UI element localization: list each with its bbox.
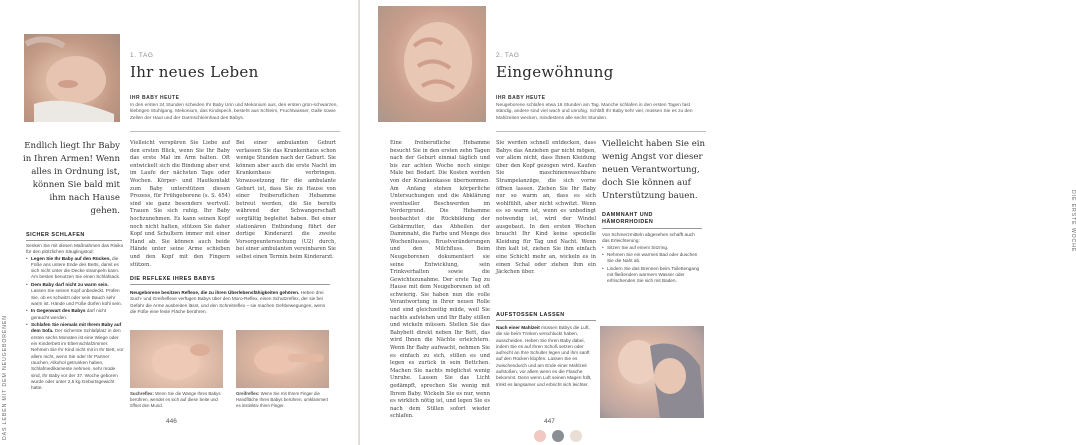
divider (130, 284, 330, 285)
baby-today-text: In den ersten 24 Stunden scheiden Ihr Baby Urin und Mekonium aus, den ersten grün-schwarzen, klebrigen Stuhlgang. Mekonium, das Kindspech, besteht aus Schleim, Fruchtwasser, Galle sowie Zellen der Haut und der Darmschleimhaut des Babys. (130, 103, 338, 121)
safe-sleep-heading: SICHER SCHLAFEN (26, 232, 85, 238)
baby-today-heading: IHR BABY HEUTE (496, 95, 546, 101)
list-item: • Lindern Sie das Brennen beim Toilettengang mit fließendem warmem Wasser oder erfrischenden Sie sich mit Baden. (602, 266, 702, 285)
body-column-1: Vielleicht verspüren Sie Liebe auf den ersten Blick, wenn Sie Ihr Baby das erste Mal im Arm halten. Oft entwickelt sich die Bindung aber erst im Laufe der nächsten Tage oder Wochen. Körper- und Hautkontakt zum Baby unterstützen diesen Prozess, für Frühgeborene (s. S. 454) sind sie ganz besonders wertvoll. Trauen Sie sich ruhig. Ihr Baby hochzunehmen. Es kann seinen Kopf noch nicht halten, stützen Sie daher Kopf und Schultern immer mit einer Hand ab. Sie können auch beide Hände unter seine Arme schieben und den Kopf mit den Fingern stützen. (130, 140, 230, 268)
divider (496, 131, 706, 132)
decor-dot-cream (570, 430, 582, 442)
divider (130, 131, 340, 132)
page-number-right: 447 (544, 418, 555, 425)
burping-illustration (600, 326, 704, 418)
left-side-label: DAS LEBEN MIT DEM NEUGEBORENEN (2, 315, 8, 440)
burping-box: Nach einer Mahlzeit müssen Babys die Luft, die sie beim Trinken verschluckt haben, ausscheiden. Heben Sie Ihren Baby dabei, indem Sie es auf Ihren Schoß setzen oder aufrecht an Ihre Schulter legen und ihm sanft auf den Rücken klopfen. Lassen Sie es zwischendurch und am Ende einer Mahlzeit aufstoßen, vor allem wenn es die Flasche bekommt. Denn wenn Luft seinen Magen füllt, trinkt es langsamer und erbricht sich leichter. (496, 325, 592, 387)
list-item: • Sitzen Sie auf einem Sitzring. (602, 245, 702, 251)
intro-quote: Vielleicht haben Sie ein wenig Angst vor dieser neuen Verantwortung, doch Sie können auf Unterstützung bauen. (602, 139, 706, 201)
right-side-label: DIE ERSTE WOCHE (1070, 190, 1076, 253)
caption-rooting: Suchreflex: Wenn Sie die Wange Ihres Babys berühren, wendet es sich auf diese Seite und öffnet den Mund. (130, 391, 221, 408)
day-label: 2. TAG (496, 52, 520, 59)
list-item: • In Gegenwart des Babys darf nicht geraucht werden. (26, 308, 124, 321)
intro-quote: Endlich liegt Ihr Baby in Ihren Armen! Wenn alles in Ordnung ist, können Sie bald mit ihm nach Hause gehen. (23, 141, 120, 216)
burping-heading: AUFSTOSSEN LASSEN (496, 312, 565, 318)
day-label: 1. TAG (130, 52, 154, 59)
grasp-reflex-illustration (236, 330, 329, 388)
decor-dot-pink (534, 430, 546, 442)
safe-sleep-intro: Senken Sie mit diesen Maßnahmen das Risiko für den plötzlichen Säuglingstod: (26, 243, 124, 255)
safe-sleep-box (26, 243, 124, 418)
baby-today-text: Neugeborene schlafen etwa 16 Stunden am Tag. Manche schlafen in den ersten Tagen fast ständig, andere sind viel wach und unruhig. Schläft Ihr Baby sehr viel, müssen Sie es zu den Mahlzeiten wecken, mindestens alle sechs Stunden. (496, 103, 693, 121)
left-page (0, 0, 360, 445)
body-column-2: Sie werden schnell entdecken, dass Babys das Anziehen gar nicht mögen, vor allem nicht, dass Ihnen Kleidung über den Kopf gezogen wird. Kaufen Sie maschinenwaschbare Strampelanzüge, die sich vorne öffnen lassen. Ziehen Sie Ihr Baby nur so warm an, dass es sich wohlfühlt, aber nicht schwitzt. Wenn es so warm ist, wenn es unbedingt notwendig ist, wird der Windel ausgebaut. In den ersten Wochen braucht Ihr Kind keine spezielle Kleidung für Tag und Nacht. Wenn ihm kalt ist, ziehen Sie ihm einfach eine Schicht mehr an, wickeln es in einen Schal oder ziehen ihm ein Jäckchen über. (496, 140, 596, 276)
burping-photo (600, 326, 704, 418)
page-number-left: 446 (166, 418, 177, 425)
list-item: • Dem Baby darf nicht zu warm sein. Lassen Sie seinen Kopf unbedeckt. Prüfen Sie, ob es schwitzt oder sein Bauch sehr warm ist. Hände und Füße dürfen kühl sein. (26, 282, 124, 307)
newborn-illustration (24, 34, 120, 122)
divider (602, 228, 702, 229)
body-column-1: Eine freiberufliche Hebamme besucht Sie in den ersten zehn Tagen nach der Geburt einmal täglich und bis zur achten Woche noch einige Male bei Bedarf. Die Kosten werden von der Krankenkasse übernommen. Am Anfang stehen körperliche Untersuchungen und die Abklärung eventueller Beschwerden im Vordergrund. Die Hebamme beobachtet die Rückbildung der Gebärmutter, das Abheilen der Dammnaht, die Farbe und Menge des Wochenflusses, Brustveränderungen und den Milchfluss. Beim Neugeborenen dokumentiert sie seine Entwicklung, sein Trinkverhalten sowie die Gewichtszunahme. Der erste Tag zu Hause mit dem Neugeborenen ist oft schwierig. Sie haben nun die volle Verantwortung in Ihrer neuen Rolle und sind gleichzeitig müde, weil Sie nachts aufstehen und Ihr Baby stillen und wickeln müssen. Stellen Sie das Babybett direkt neben Ihr Bett, das wird Ihnen die Nächte erleichtern. Wenn Ihr Baby aufwacht, nehmen Sie es einfach zu sich, stillen es und legen es zurück in sein Bettchen. Machen Sie nachts möglichst wenig Unruhe. Lassen Sie das Licht gedämpft, sprechen Sie wenig mit Ihrem Baby. Wickeln Sie es nur, wenn es wirklich nötig ist, und legen Sie es nach dem Stillen sofort wieder schlafen. (390, 140, 490, 420)
decorative-dots (534, 430, 582, 442)
list-item: • Nehmen Sie ein warmes Bad oder duschen Sie die Naht ab. (602, 252, 702, 265)
right-page (360, 0, 1076, 445)
rooting-reflex-photo (130, 330, 223, 388)
list-item: • Legen Sie Ihr Baby auf den Rücken, die Füße ans untere Ende des Betts, damit es sich nicht unter die Decke strampeln kann. Am besten benutzen Sie einen Schlafsack. (26, 256, 124, 281)
decor-dot-grey (552, 430, 564, 442)
reflexes-intro: Neugeborene besitzen Reflexe, die zu ihren Überlebensfähigkeiten gehören. Heben drei Such- und Greifreflexe verfügen Babys über den Moro-Reflex, einen Schutzreflex, der sie bei Gefahr die Arme ausbreiten lässt, und den Schreitreflex – sie machen Gehbewegungen, wenn die Füße eine feste Fläche berühren. (130, 290, 326, 314)
body-column-2: Bei einer ambulanten Geburt verlassen Sie das Krankenhaus schon wenige Stunden nach der Geburt. Sie können aber auch die erste Nacht im Krankenhaus verbringen. Voraussetzung für die ambulante Geburt ist, dass Sie zu Hause von einer freiberuflichen Hebamme betreut werden, die Sie bereits während der Schwangerschaft sorgfältig begleitet haben. Bei einer stationären Entbindung führt der dortige Kinderarzt die zweite Vorsorgeuntersuchung (U2) durch, bei einer ambulanten vereinbaren Sie selbst einen Termin beim Kinderarzt. (236, 140, 336, 260)
reflexes-heading: DIE REFLEXE IHRES BABYS (130, 276, 216, 282)
baby-hand-illustration (378, 6, 486, 122)
divider (496, 320, 596, 321)
baby-hand-photo (378, 6, 486, 122)
divider (26, 240, 122, 241)
page-title: Eingewöhnung (496, 63, 614, 81)
rooting-reflex-illustration (130, 330, 223, 388)
perineum-heading: DAMMNAHT UND HÄMORRHOIDEN (602, 212, 654, 225)
baby-today-box (496, 95, 706, 122)
baby-today-box (130, 95, 340, 122)
perineum-intro: Von Schmerzmitteln abgesehen schafft auch das Erleichterung: (602, 232, 695, 244)
caption-grasp: Greifreflex: Wenn Sie mit Ihrem Finger die Handfläche Ihres Babys berühren, umklammert es instinktiv Ihren Finger. (236, 391, 329, 408)
list-item: • Schlafen Sie niemals mit Ihrem Baby auf dem Sofa. Der sicherste Schlafplatz in den ersten sechs Monaten ist eine Wiege oder ein Kinderbett im Elternschlafzimmer. Nehmen Sie Ihr Kind nicht mit in Ihr Bett, vor allem nicht, wenn Sie oder Ihr Partner rauchen, Alkohol getrunken haben, Schlafmedikamente nehmen, sehr müde sind, Ihr Baby vor der 37. Woche geboren wurde oder unter 2,5 kg Geburtsgewicht hatte. (26, 322, 124, 391)
perineum-box (602, 232, 702, 302)
baby-today-heading: IHR BABY HEUTE (130, 95, 180, 101)
newborn-photo (24, 34, 120, 122)
grasp-reflex-photo (236, 330, 329, 388)
page-title: Ihr neues Leben (130, 63, 259, 81)
